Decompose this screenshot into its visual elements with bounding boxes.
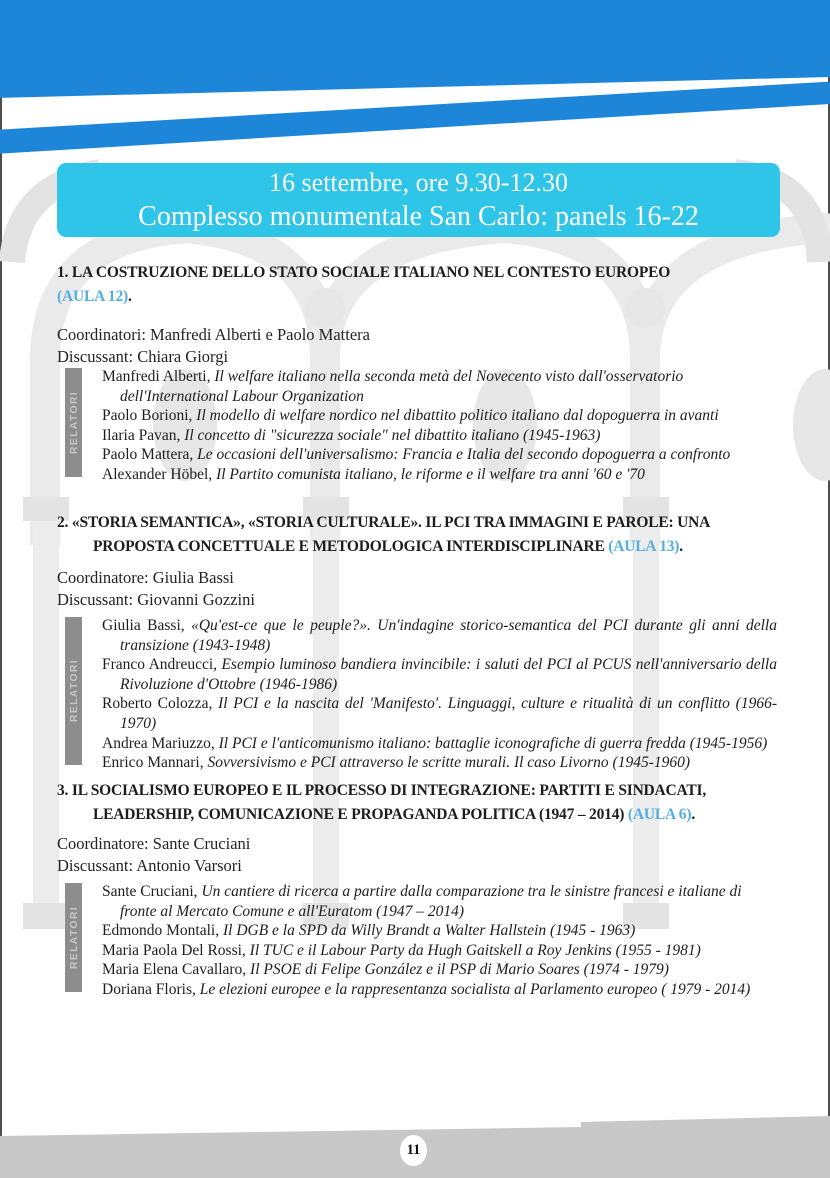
speaker-name: Alexander Höbel, — [102, 465, 213, 483]
speaker-paper-title: Sovversivismo e PCI attraverso le scritte murali. Il caso Livorno (1945-1960) — [207, 754, 691, 772]
speaker-name: Paolo Borioni, — [102, 407, 193, 425]
session-3-title-line2 — [93, 803, 779, 827]
session-1-aula: (AULA 12) — [57, 287, 128, 305]
relatori-text: RELATORI — [67, 390, 80, 454]
session-3-title-line2-pre: LEADERSHIP, COMUNICAZIONE E PROPAGANDA POLITICA (1947 – 2014) — [93, 805, 628, 823]
speaker-paper-title: Le occasioni dell'universalismo: Francia e Italia del secondo dopoguerra a confronto — [197, 446, 731, 464]
speaker-name: Franco Andreucci, — [102, 656, 218, 674]
speaker-item — [102, 753, 777, 773]
session-2-title-line2-pre: PROPOSTA CONCETTUALE E METODOLOGICA INTERDISCIPLINARE — [93, 537, 609, 555]
session-1-title-line1: 1. LA COSTRUZIONE DELLO STATO SOCIALE ITALIANO NEL CONTESTO EUROPEO — [57, 264, 671, 281]
speaker-item — [102, 960, 777, 980]
speaker-item — [102, 882, 777, 921]
session-1-speakers-list — [102, 367, 777, 485]
speaker-paper-title: Il modello di welfare nordico nel dibattito politico italiano dal dopoguerra in avanti — [196, 407, 719, 425]
speaker-paper-title: Un cantiere di ricerca a partire dalla comparazione tra le sinistre francesi e italiane di fronte al Mercato Comune e all'Euratom (1947 – 2014) — [120, 883, 742, 920]
speaker-item — [102, 426, 777, 446]
speaker-name: Maria Paola Del Rossi, — [102, 941, 246, 959]
speaker-paper-title: Il Partito comunista italiano, le riforme e il welfare tra anni '60 e '70 — [216, 465, 645, 483]
speaker-paper-title: Il PSOE di Felipe González e il PSP di Mario Soares (1974 - 1979) — [250, 961, 669, 979]
session-3-coordinators: Coordinatore: Sante Cruciani — [57, 834, 251, 853]
relatori-text: RELATORI — [67, 905, 80, 969]
speaker-paper-title: Il welfare italiano nella seconda metà del Novecento visto dall'osservatorio dell'International Labour Organization — [120, 368, 684, 405]
relatori-sidebar-label — [65, 368, 82, 477]
speaker-name: Enrico Mannari, — [102, 754, 204, 772]
session-1-discussant: Discussant: Chiara Giorgi — [57, 347, 229, 366]
session-3-speakers-list — [102, 882, 777, 1000]
speaker-name: Doriana Floris, — [102, 980, 196, 998]
speaker-item — [102, 980, 777, 1000]
session-1-title-line2 — [57, 285, 779, 309]
speaker-name: Paolo Mattera, — [102, 446, 194, 464]
speaker-name: Maria Elena Cavallaro, — [102, 961, 247, 979]
session-3-people — [57, 833, 757, 877]
relatori-sidebar-label — [65, 883, 82, 992]
speaker-item — [102, 367, 777, 406]
session-3-title-suffix: . — [691, 805, 695, 823]
session-2-heading — [57, 511, 779, 558]
speaker-paper-title: Il DGB e la SPD da Willy Brandt a Walter Hallstein (1945 - 1963) — [222, 922, 636, 940]
session-2-discussant: Discussant: Giovanni Gozzini — [57, 590, 255, 609]
speaker-item — [102, 465, 777, 485]
session-2-coordinators: Coordinatore: Giulia Bassi — [57, 568, 234, 587]
speaker-item — [102, 734, 777, 754]
session-1-title-suffix: . — [127, 287, 132, 305]
speaker-name: Andrea Mariuzzo, — [102, 734, 215, 752]
session-3-speakers-panel — [65, 882, 777, 1000]
speaker-item — [102, 921, 777, 941]
speaker-name: Edmondo Montali, — [102, 922, 220, 940]
session-3-discussant: Discussant: Antonio Varsori — [57, 856, 242, 875]
speaker-name: Manfredi Alberti, — [102, 368, 211, 385]
session-2-speakers-list — [102, 616, 777, 773]
speaker-paper-title: Le elezioni europee e la rappresentanza socialista al Parlamento europeo ( 1979 - 2014) — [199, 980, 751, 998]
speaker-item — [102, 445, 777, 465]
session-2-title-line1: 2. «STORIA SEMANTICA», «STORIA CULTURALE». IL PCI TRA IMMAGINI E PAROLE: UNA — [57, 514, 711, 531]
session-banner — [57, 163, 780, 237]
banner-date-time: 16 settembre, ore 9.30-12.30 — [269, 167, 568, 197]
session-2-aula: (AULA 13) — [608, 537, 680, 555]
speaker-item — [102, 694, 777, 733]
speaker-paper-title: Il PCI e l'anticomunismo italiano: battaglie iconografiche di guerra fredda (1945-1956) — [218, 734, 768, 752]
session-1-speakers-panel — [65, 367, 777, 485]
speaker-paper-title: Il TUC e il Labour Party da Hugh Gaitskell a Roy Jenkins (1955 - 1981) — [249, 941, 701, 959]
session-3-title-line1: 3. IL SOCIALISMO EUROPEO E IL PROCESSO DI INTEGRAZIONE: PARTITI E SINDACATI, — [57, 782, 707, 799]
relatori-text: RELATORI — [67, 659, 80, 723]
speaker-paper-title: «Qu'est-ce que le peuple?». Un'indagine storico-semantica del PCI durante gli anni della transizione (1943-1948) — [120, 617, 777, 654]
speaker-item — [102, 655, 777, 694]
session-2-title-suffix: . — [679, 537, 683, 555]
speaker-paper-title: Il concetto di "sicurezza sociale" nel dibattito italiano (1945-1963) — [184, 426, 601, 444]
speaker-name: Giulia Bassi, — [102, 617, 185, 634]
session-3-heading — [57, 779, 779, 826]
session-1-heading — [57, 261, 779, 308]
speaker-paper-title: Esempio luminoso bandiera invincibile: i saluti del PCI al PCUS nell'anniversario della Rivoluzione d'Ottobre (1946-1986) — [120, 656, 777, 693]
page-number-badge — [400, 1135, 427, 1166]
relatori-sidebar-label — [65, 617, 82, 765]
speaker-name: Roberto Colozza, — [102, 695, 213, 713]
session-1-coordinators: Coordinatori: Manfredi Alberti e Paolo Mattera — [57, 325, 370, 344]
speaker-name: Ilaria Pavan, — [102, 426, 181, 444]
speaker-name: Sante Cruciani, — [102, 883, 198, 900]
banner-venue: Complesso monumentale San Carlo: panels 16-22 — [138, 200, 699, 232]
speaker-paper-title: Il PCI e la nascita del 'Manifesto'. Linguaggi, culture e ritualità di un conflitto (1966-1970) — [120, 695, 777, 732]
session-2-speakers-panel — [65, 616, 777, 773]
speaker-item — [102, 616, 777, 655]
page-number: 11 — [406, 1142, 421, 1158]
session-2-people — [57, 567, 757, 611]
speaker-item — [102, 406, 777, 426]
session-2-title-line2 — [93, 535, 779, 559]
session-3-aula: (AULA 6) — [627, 805, 692, 823]
speaker-item — [102, 941, 777, 961]
session-1-people — [57, 324, 757, 368]
